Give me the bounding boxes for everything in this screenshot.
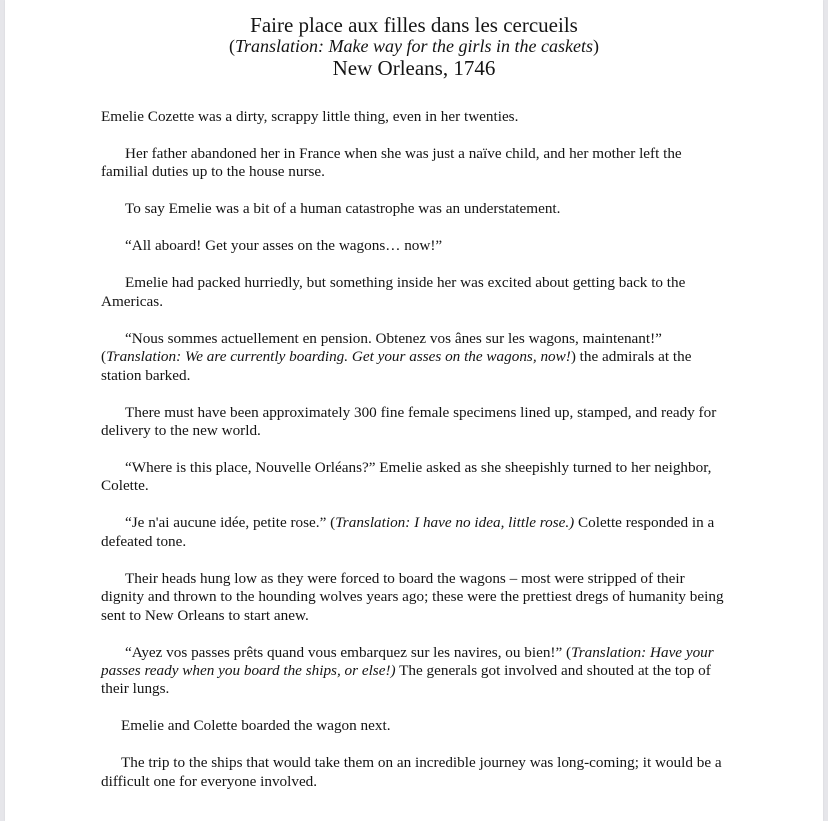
paragraph-13: The trip to the ships that would take them on an incredible journey was long-coming; it would be a difficult one for everyone involved. xyxy=(101,754,722,790)
paragraph-9-french: “Je n'ai aucune idée, petite rose.” ( xyxy=(125,514,336,532)
paragraph-10: Their heads hung low as they were forced to board the wagons – most were stripped of their dignity and thrown to the hounding wolves years ago; these were the prettiest dregs of humanity being sent to New Orleans to start anew. xyxy=(101,569,724,624)
paragraph-9-translation: Translation: I have no idea, little rose.) xyxy=(335,514,575,532)
subtitle-open-paren: ( xyxy=(229,36,235,56)
paragraph-5: Emelie had packed hurriedly, but something inside her was excited about getting back to the Americas. xyxy=(101,274,686,310)
place-date: New Orleans, 1746 xyxy=(332,56,496,80)
document-body xyxy=(101,108,731,810)
paragraph-6 xyxy=(101,330,731,385)
paragraph-11-french: “Ayez vos passes prêts quand vous embarquez sur les navires, ou bien!” ( xyxy=(125,643,572,661)
paragraph-9 xyxy=(101,514,731,551)
chapter-title: Faire place aux filles dans les cercueils xyxy=(250,13,578,37)
paragraph-1: Emelie Cozette was a dirty, scrappy little thing, even in her twenties. xyxy=(101,108,519,125)
paragraph-12: Emelie and Colette boarded the wagon next. xyxy=(121,717,391,735)
paragraph-6-translation: Translation: We are currently boarding. Get your asses on the wagons, now! xyxy=(106,348,571,366)
subtitle-translation: Translation: Make way for the girls in the caskets xyxy=(235,36,593,56)
chapter-subtitle xyxy=(5,36,823,57)
subtitle-close-paren: ) xyxy=(592,36,599,56)
paragraph-11-rest: The generals got involved and shouted at the top of their lungs. xyxy=(101,662,711,698)
paragraph-6-rest: ) the admirals at the station barked. xyxy=(101,348,692,384)
paragraph-9-rest: Colette responded in a defeated tone. xyxy=(101,514,715,550)
paragraph-7: There must have been approximately 300 fine female specimens lined up, stamped, and ready for delivery to the new world. xyxy=(101,403,717,440)
paragraph-3: To say Emelie was a bit of a human catastrophe was an understatement. xyxy=(125,200,561,218)
document-page xyxy=(5,0,823,821)
paragraph-2: Her father abandoned her in France when she was just a naïve child, and her mother left the familial duties up to the house nurse. xyxy=(101,145,682,181)
paragraph-4: “All aboard! Get your asses on the wagons… now!” xyxy=(125,237,443,255)
paragraph-8: “Where is this place, Nouvelle Orléans?” Emelie asked as she sheepishly turned to her neighbor, Colette. xyxy=(101,459,712,495)
paragraph-11 xyxy=(101,644,731,699)
paragraph-6-french: “Nous sommes actuellement en pension. Obtenez vos ânes sur les wagons, maintenant!” ( xyxy=(101,329,662,366)
paragraph-11-translation: Translation: Have your passes ready when you board the ships, or else!) xyxy=(101,643,714,680)
document-header xyxy=(5,14,823,80)
